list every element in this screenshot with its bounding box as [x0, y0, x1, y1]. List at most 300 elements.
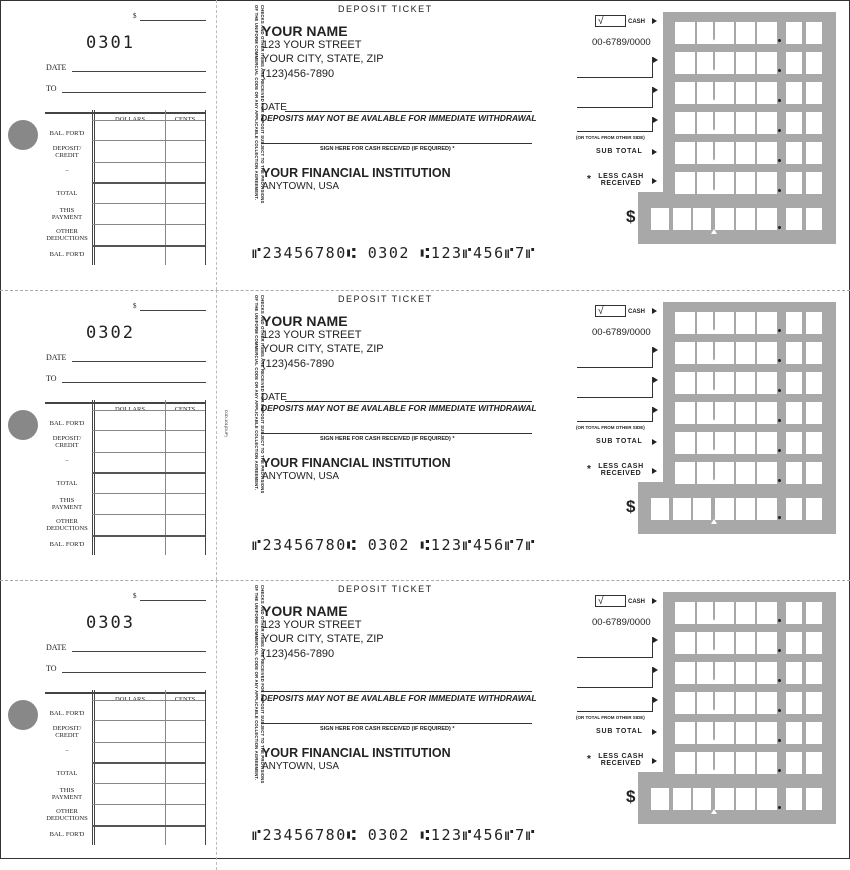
amount-digit-cell[interactable] — [757, 172, 777, 194]
amount-digit-cell[interactable] — [757, 432, 777, 454]
ledger-row-rule — [92, 245, 205, 247]
total-digit-cell[interactable] — [673, 208, 691, 230]
ledger-row-rule — [92, 472, 205, 474]
account-holder-name: YOUR NAME — [262, 23, 348, 39]
amount-digit-cell[interactable] — [786, 112, 802, 134]
decimal-point — [778, 129, 781, 132]
amount-digit-cell[interactable] — [715, 82, 734, 104]
amount-digit-cell[interactable] — [736, 52, 755, 74]
ticket-date-line[interactable] — [285, 111, 532, 112]
ledger-row-label: BAL. FOR'D — [49, 710, 85, 717]
amount-digit-cell[interactable] — [675, 112, 695, 134]
stub-dollar-sign: $ — [133, 592, 137, 600]
cash-checkbox[interactable]: √ — [595, 595, 626, 607]
ledger-column-rule — [94, 400, 95, 555]
amount-digit-cell[interactable] — [736, 402, 755, 424]
thousands-marker-icon — [711, 229, 717, 234]
amount-digit-cell[interactable] — [715, 112, 734, 134]
amount-digit-cell[interactable] — [736, 342, 755, 364]
amount-digit-cell[interactable] — [736, 722, 755, 744]
legal-text: CHECKS AND OTHER ITEMS ARE RECEIVED FOR DEPOSIT SUBJECT TO THE PROVISIONS OF THE UNIFORM COMMERCIAL CODE OR ANY APPLICABLE COLLECTION AGREEMENT. — [254, 585, 265, 784]
amount-digit-cell[interactable] — [806, 462, 822, 484]
decimal-point — [778, 679, 781, 682]
amount-digit-cell[interactable] — [757, 342, 777, 364]
amount-digit-cell[interactable] — [757, 142, 777, 164]
amount-digit-cell[interactable] — [757, 402, 777, 424]
amount-digit-cell[interactable] — [736, 142, 755, 164]
deposit-ticket-title: DEPOSIT TICKET — [338, 4, 433, 14]
stub-divider — [216, 0, 217, 290]
thousands-marker-icon — [711, 69, 717, 74]
amount-digit-cell[interactable] — [757, 662, 777, 684]
ledger-row-label: BAL. FOR'D — [49, 831, 85, 838]
ledger-row-label: TOTAL — [56, 770, 78, 777]
stub-number: 0301 — [86, 33, 135, 53]
signature-line[interactable] — [261, 433, 532, 434]
decimal-point — [778, 39, 781, 42]
subtotal-label: SUB TOTAL — [596, 148, 643, 155]
stub-dollar-sign: $ — [133, 302, 137, 310]
stub-amount-line — [140, 600, 206, 601]
amount-digit-cell[interactable] — [757, 722, 777, 744]
total-digit-cell[interactable] — [693, 208, 711, 230]
amount-digit-cell[interactable] — [715, 752, 734, 774]
ledger-row-rule — [92, 182, 205, 184]
legal-text: CHECKS AND OTHER ITEMS ARE RECEIVED FOR DEPOSIT SUBJECT TO THE PROVISIONS OF THE UNIFORM COMMERCIAL CODE OR ANY APPLICABLE COLLECTION AGREEMENT. — [254, 295, 265, 494]
ledger-row-label: – — [65, 457, 69, 464]
panel-divider — [0, 580, 850, 581]
amount-digit-cell[interactable] — [675, 752, 695, 774]
total-digit-cell[interactable] — [693, 788, 711, 810]
thousands-marker-icon — [711, 619, 717, 624]
amount-digit-cell[interactable] — [736, 752, 755, 774]
ledger-row-label: – — [65, 747, 69, 754]
stub-date-label: DATE — [46, 63, 67, 72]
amount-digit-cell[interactable] — [736, 22, 755, 44]
total-digit-cell[interactable] — [673, 788, 691, 810]
amount-digit-cell[interactable] — [806, 52, 822, 74]
amount-digit-cell[interactable] — [806, 692, 822, 714]
total-digit-cell[interactable] — [736, 788, 755, 810]
amount-digit-cell[interactable] — [786, 722, 802, 744]
ledger-row-label: – — [65, 167, 69, 174]
amount-digit-cell[interactable] — [715, 632, 734, 654]
ledger-header-cents: CENTS — [174, 696, 196, 703]
amount-digit-cell[interactable] — [786, 752, 802, 774]
decimal-point — [778, 226, 781, 229]
ledger-row-label: DEPOSIT/ CREDIT — [52, 435, 82, 449]
amount-digit-cell[interactable] — [715, 22, 734, 44]
total-digit-cell[interactable] — [786, 498, 802, 520]
thousands-marker-icon — [711, 479, 717, 484]
ledger-row-rule — [92, 203, 205, 204]
total-digit-cell[interactable] — [736, 498, 755, 520]
pointer-arrow-icon — [652, 308, 657, 314]
amount-digit-cell[interactable] — [675, 602, 695, 624]
amount-digit-cell[interactable] — [757, 82, 777, 104]
ledger-row-rule — [92, 742, 205, 743]
ledger-row-rule — [92, 804, 205, 805]
ledger-column-rule — [205, 400, 206, 555]
decimal-point — [778, 649, 781, 652]
address-line: 123 YOUR STREET — [262, 329, 362, 341]
total-digit-cell[interactable] — [651, 498, 669, 520]
ledger-row-label: THIS PAYMENT — [51, 207, 83, 221]
ledger-header-dollars: DOLLARS — [115, 116, 145, 123]
total-digit-cell[interactable] — [806, 208, 822, 230]
withdrawal-warning: DEPOSITS MAY NOT BE AVALABLE FOR IMMEDIATE WITHDRAWAL — [261, 693, 537, 703]
ledger-header-cents: CENTS — [174, 116, 196, 123]
decimal-point — [778, 619, 781, 622]
amount-digit-cell[interactable] — [757, 52, 777, 74]
decimal-point — [778, 806, 781, 809]
ledger-row-rule — [92, 493, 205, 494]
pointer-arrow-icon — [652, 178, 657, 184]
amount-digit-cell[interactable] — [736, 692, 755, 714]
amount-digit-cell[interactable] — [736, 172, 755, 194]
amount-digit-cell[interactable] — [806, 22, 822, 44]
other-side-label: (OR TOTAL FROM OTHER SIDE) — [576, 135, 645, 140]
total-digit-cell[interactable] — [786, 208, 802, 230]
decimal-point — [778, 329, 781, 332]
total-digit-cell[interactable] — [786, 788, 802, 810]
address-line: (123)456-7890 — [262, 358, 335, 370]
amount-digit-cell[interactable] — [715, 602, 734, 624]
decimal-point — [778, 419, 781, 422]
pointer-flag-icon — [653, 637, 658, 643]
ledger-row-rule — [92, 535, 205, 537]
amount-digit-cell[interactable] — [806, 632, 822, 654]
pointer-flag-icon — [653, 347, 658, 353]
ledger-row-label: BAL. FOR'D — [49, 420, 85, 427]
stub-divider — [216, 580, 217, 870]
deposit-panel — [0, 290, 850, 580]
stub-date-label: DATE — [46, 643, 67, 652]
amount-digit-cell[interactable] — [806, 342, 822, 364]
total-digit-cell[interactable] — [715, 208, 734, 230]
amount-digit-cell[interactable] — [715, 722, 734, 744]
amount-digit-cell[interactable] — [786, 22, 802, 44]
amount-digit-cell[interactable] — [675, 662, 695, 684]
amount-digit-cell[interactable] — [675, 692, 695, 714]
amount-digit-cell[interactable] — [806, 112, 822, 134]
ledger-row-label: TOTAL — [56, 480, 78, 487]
account-holder-name: YOUR NAME — [262, 603, 348, 619]
total-dollar-sign: $ — [626, 497, 636, 516]
amount-digit-cell[interactable] — [675, 462, 695, 484]
amount-digit-cell[interactable] — [786, 402, 802, 424]
signature-line[interactable] — [261, 143, 532, 144]
cash-label: CASH — [628, 309, 646, 315]
thousands-marker-icon — [711, 679, 717, 684]
amount-digit-cell[interactable] — [675, 22, 695, 44]
binder-hole — [8, 120, 38, 150]
decimal-point — [778, 99, 781, 102]
amount-digit-cell[interactable] — [806, 432, 822, 454]
amount-digit-cell[interactable] — [786, 342, 802, 364]
bank-city: ANYTOWN, USA — [262, 761, 340, 772]
other-side-label: (OR TOTAL FROM OTHER SIDE) — [576, 715, 645, 720]
decimal-point — [778, 159, 781, 162]
check-entry-line[interactable] — [577, 421, 653, 422]
stub-ledger-table — [45, 110, 205, 265]
total-digit-cell[interactable] — [673, 498, 691, 520]
thousands-marker-icon — [711, 649, 717, 654]
amount-digit-cell[interactable] — [757, 692, 777, 714]
amount-digit-cell[interactable] — [786, 462, 802, 484]
less-cash-label: LESS CASH RECEIVED — [598, 753, 644, 767]
amount-digit-cell[interactable] — [715, 372, 734, 394]
amount-digit-cell[interactable] — [757, 632, 777, 654]
ledger-row-rule — [92, 452, 205, 453]
routing-number: 00-6789/0000 — [592, 327, 651, 338]
total-digit-cell[interactable] — [715, 788, 734, 810]
check-entry-line[interactable] — [577, 657, 653, 658]
pointer-arrow-icon — [652, 468, 657, 474]
stub-date-line[interactable] — [72, 651, 206, 652]
amount-digit-cell[interactable] — [675, 342, 695, 364]
amount-digit-cell[interactable] — [786, 172, 802, 194]
amount-digit-cell[interactable] — [806, 82, 822, 104]
ticket-date-line[interactable] — [285, 401, 532, 402]
signature-line[interactable] — [261, 723, 532, 724]
stub-amount-line — [140, 310, 206, 311]
less-cash-asterisk: * — [587, 174, 592, 185]
ledger-row-label: TOTAL — [56, 190, 78, 197]
stub-to-line[interactable] — [62, 382, 206, 383]
total-digit-cell[interactable] — [806, 788, 822, 810]
check-entry-line[interactable] — [577, 687, 653, 688]
address-line: (123)456-7890 — [262, 648, 335, 660]
amount-digit-cell[interactable] — [715, 432, 734, 454]
ticket-date-label: DATE — [261, 392, 287, 403]
stub-number: 0303 — [86, 613, 135, 633]
bank-city: ANYTOWN, USA — [262, 471, 340, 482]
cash-label: CASH — [628, 599, 646, 605]
binder-hole — [8, 410, 38, 440]
decimal-point — [778, 739, 781, 742]
micr-line: ⑈23456780⑆ 0302 ⑆123⑈456⑈7⑈ — [252, 244, 537, 262]
ledger-row-rule — [92, 762, 205, 764]
signature-label: SIGN HERE FOR CASH RECEIVED (IF REQUIRED) * — [320, 436, 455, 442]
pointer-arrow-icon — [652, 729, 657, 735]
thousands-marker-icon — [711, 449, 717, 454]
amount-digit-cell[interactable] — [806, 142, 822, 164]
less-cash-label: LESS CASH RECEIVED — [598, 463, 644, 477]
amount-digit-cell[interactable] — [786, 632, 802, 654]
amount-digit-cell[interactable] — [806, 602, 822, 624]
panel-divider — [0, 290, 850, 291]
amount-digit-cell[interactable] — [675, 432, 695, 454]
check-entry-line[interactable] — [577, 711, 653, 712]
ledger-column-rule — [94, 690, 95, 845]
amount-digit-cell[interactable] — [757, 22, 777, 44]
thousands-marker-icon — [711, 809, 717, 814]
amount-digit-cell[interactable] — [786, 432, 802, 454]
stub-to-label: TO — [46, 374, 57, 383]
amount-digit-cell[interactable] — [786, 142, 802, 164]
micr-line: ⑈23456780⑆ 0302 ⑆123⑈456⑈7⑈ — [252, 536, 537, 554]
ledger-row-rule — [92, 120, 205, 121]
stub-to-line[interactable] — [62, 672, 206, 673]
amount-digit-cell[interactable] — [675, 372, 695, 394]
stub-to-label: TO — [46, 664, 57, 673]
amount-digit-cell[interactable] — [736, 82, 755, 104]
total-digit-cell[interactable] — [757, 208, 777, 230]
amount-digit-cell[interactable] — [757, 602, 777, 624]
decimal-point — [778, 389, 781, 392]
signature-label: SIGN HERE FOR CASH RECEIVED (IF REQUIRED) * — [320, 146, 455, 152]
amount-digit-cell[interactable] — [736, 602, 755, 624]
amount-digit-cell[interactable] — [736, 632, 755, 654]
amount-digit-cell[interactable] — [675, 52, 695, 74]
amount-digit-cell[interactable] — [786, 312, 802, 334]
decimal-point — [778, 516, 781, 519]
ledger-row-rule — [92, 720, 205, 721]
check-entry-line[interactable] — [577, 131, 653, 132]
ledger-column-rule — [205, 110, 206, 265]
amount-digit-cell[interactable] — [806, 372, 822, 394]
amount-digit-cell[interactable] — [736, 662, 755, 684]
bank-name: YOUR FINANCIAL INSTITUTION — [262, 166, 451, 180]
stub-to-line[interactable] — [62, 92, 206, 93]
total-digit-cell[interactable] — [715, 498, 734, 520]
amount-digit-cell[interactable] — [806, 722, 822, 744]
amount-digit-cell[interactable] — [757, 112, 777, 134]
routing-number: 00-6789/0000 — [592, 617, 651, 628]
total-digit-cell[interactable] — [757, 788, 777, 810]
stub-divider — [216, 290, 217, 580]
ledger-row-rule — [92, 825, 205, 827]
amount-digit-cell[interactable] — [757, 752, 777, 774]
amount-digit-cell[interactable] — [715, 342, 734, 364]
amount-digit-cell[interactable] — [786, 52, 802, 74]
amount-digit-cell[interactable] — [675, 82, 695, 104]
amount-digit-cell[interactable] — [806, 662, 822, 684]
ledger-row-label: BAL. FOR'D — [49, 541, 85, 548]
thousands-marker-icon — [711, 519, 717, 524]
ledger-row-label: BAL. FOR'D — [49, 130, 85, 137]
check-entry-line[interactable] — [577, 77, 653, 78]
ledger-row-label: BAL. FOR'D — [49, 251, 85, 258]
total-digit-cell[interactable] — [651, 208, 669, 230]
deposit-panel — [0, 0, 850, 290]
decimal-point — [778, 709, 781, 712]
amount-digit-cell[interactable] — [715, 462, 734, 484]
amount-digit-cell[interactable] — [736, 462, 755, 484]
total-digit-cell[interactable] — [693, 498, 711, 520]
pointer-arrow-icon — [652, 149, 657, 155]
cash-checkbox[interactable]: √ — [595, 15, 626, 27]
ticket-date-line[interactable] — [261, 691, 532, 692]
decimal-point — [778, 69, 781, 72]
total-digit-cell[interactable] — [736, 208, 755, 230]
deposit-panel — [0, 580, 850, 870]
binder-hole — [8, 700, 38, 730]
stub-amount-line — [140, 20, 206, 21]
cash-label: CASH — [628, 19, 646, 25]
ledger-column-rule — [165, 690, 166, 845]
amount-digit-cell[interactable] — [715, 402, 734, 424]
ledger-column-rule — [165, 400, 166, 555]
thousands-marker-icon — [711, 189, 717, 194]
amount-digit-cell[interactable] — [675, 722, 695, 744]
thousands-marker-icon — [711, 419, 717, 424]
amount-digit-cell[interactable] — [715, 312, 734, 334]
amount-digit-cell[interactable] — [757, 462, 777, 484]
amount-digit-cell[interactable] — [736, 312, 755, 334]
amount-digit-cell[interactable] — [736, 112, 755, 134]
thousands-marker-icon — [711, 359, 717, 364]
subtotal-label: SUB TOTAL — [596, 728, 643, 735]
check-entry-line[interactable] — [577, 367, 653, 368]
stub-ledger-table — [45, 400, 205, 555]
amount-digit-cell[interactable] — [715, 142, 734, 164]
amount-digit-cell[interactable] — [675, 172, 695, 194]
amount-digit-cell[interactable] — [715, 172, 734, 194]
ledger-row-rule — [92, 514, 205, 515]
amount-digit-cell[interactable] — [715, 52, 734, 74]
address-line: 123 YOUR STREET — [262, 39, 362, 51]
total-dollar-sign: $ — [626, 207, 636, 226]
amount-digit-cell[interactable] — [806, 312, 822, 334]
amount-digit-cell[interactable] — [715, 662, 734, 684]
stub-dollar-sign: $ — [133, 12, 137, 20]
amount-digit-cell[interactable] — [736, 432, 755, 454]
amount-digit-cell[interactable] — [786, 692, 802, 714]
ticket-date-label: DATE — [261, 102, 287, 113]
check-entry-line[interactable] — [577, 397, 653, 398]
thousands-marker-icon — [711, 709, 717, 714]
ledger-row-rule — [92, 162, 205, 163]
amount-digit-cell[interactable] — [675, 312, 695, 334]
thousands-marker-icon — [711, 389, 717, 394]
amount-digit-cell[interactable] — [786, 662, 802, 684]
amount-digit-cell[interactable] — [806, 752, 822, 774]
total-digit-cell[interactable] — [757, 498, 777, 520]
amount-digit-cell[interactable] — [675, 402, 695, 424]
check-entry-line[interactable] — [577, 107, 653, 108]
total-digit-cell[interactable] — [806, 498, 822, 520]
stub-date-line[interactable] — [72, 71, 206, 72]
subtotal-label: SUB TOTAL — [596, 438, 643, 445]
ledger-column-rule — [92, 110, 93, 265]
ledger-row-label: OTHER DEDUCTIONS — [46, 808, 88, 822]
amount-digit-cell[interactable] — [736, 372, 755, 394]
amount-digit-cell[interactable] — [675, 632, 695, 654]
total-digit-cell[interactable] — [651, 788, 669, 810]
less-cash-asterisk: * — [587, 464, 592, 475]
amount-digit-cell[interactable] — [786, 82, 802, 104]
amount-digit-cell[interactable] — [757, 312, 777, 334]
cash-checkbox[interactable]: √ — [595, 305, 626, 317]
amount-digit-cell[interactable] — [786, 372, 802, 394]
ledger-row-label: OTHER DEDUCTIONS — [46, 518, 88, 532]
stub-date-line[interactable] — [72, 361, 206, 362]
amount-digit-cell[interactable] — [806, 402, 822, 424]
less-cash-label: LESS CASH RECEIVED — [598, 173, 644, 187]
amount-digit-cell[interactable] — [715, 692, 734, 714]
amount-digit-cell[interactable] — [757, 372, 777, 394]
amount-digit-cell[interactable] — [675, 142, 695, 164]
other-side-label: (OR TOTAL FROM OTHER SIDE) — [576, 425, 645, 430]
pointer-flag-icon — [653, 697, 658, 703]
signature-label: SIGN HERE FOR CASH RECEIVED (IF REQUIRED) * — [320, 726, 455, 732]
amount-digit-cell[interactable] — [806, 172, 822, 194]
pointer-flag-icon — [653, 117, 658, 123]
amount-digit-cell[interactable] — [786, 602, 802, 624]
pointer-arrow-icon — [652, 439, 657, 445]
